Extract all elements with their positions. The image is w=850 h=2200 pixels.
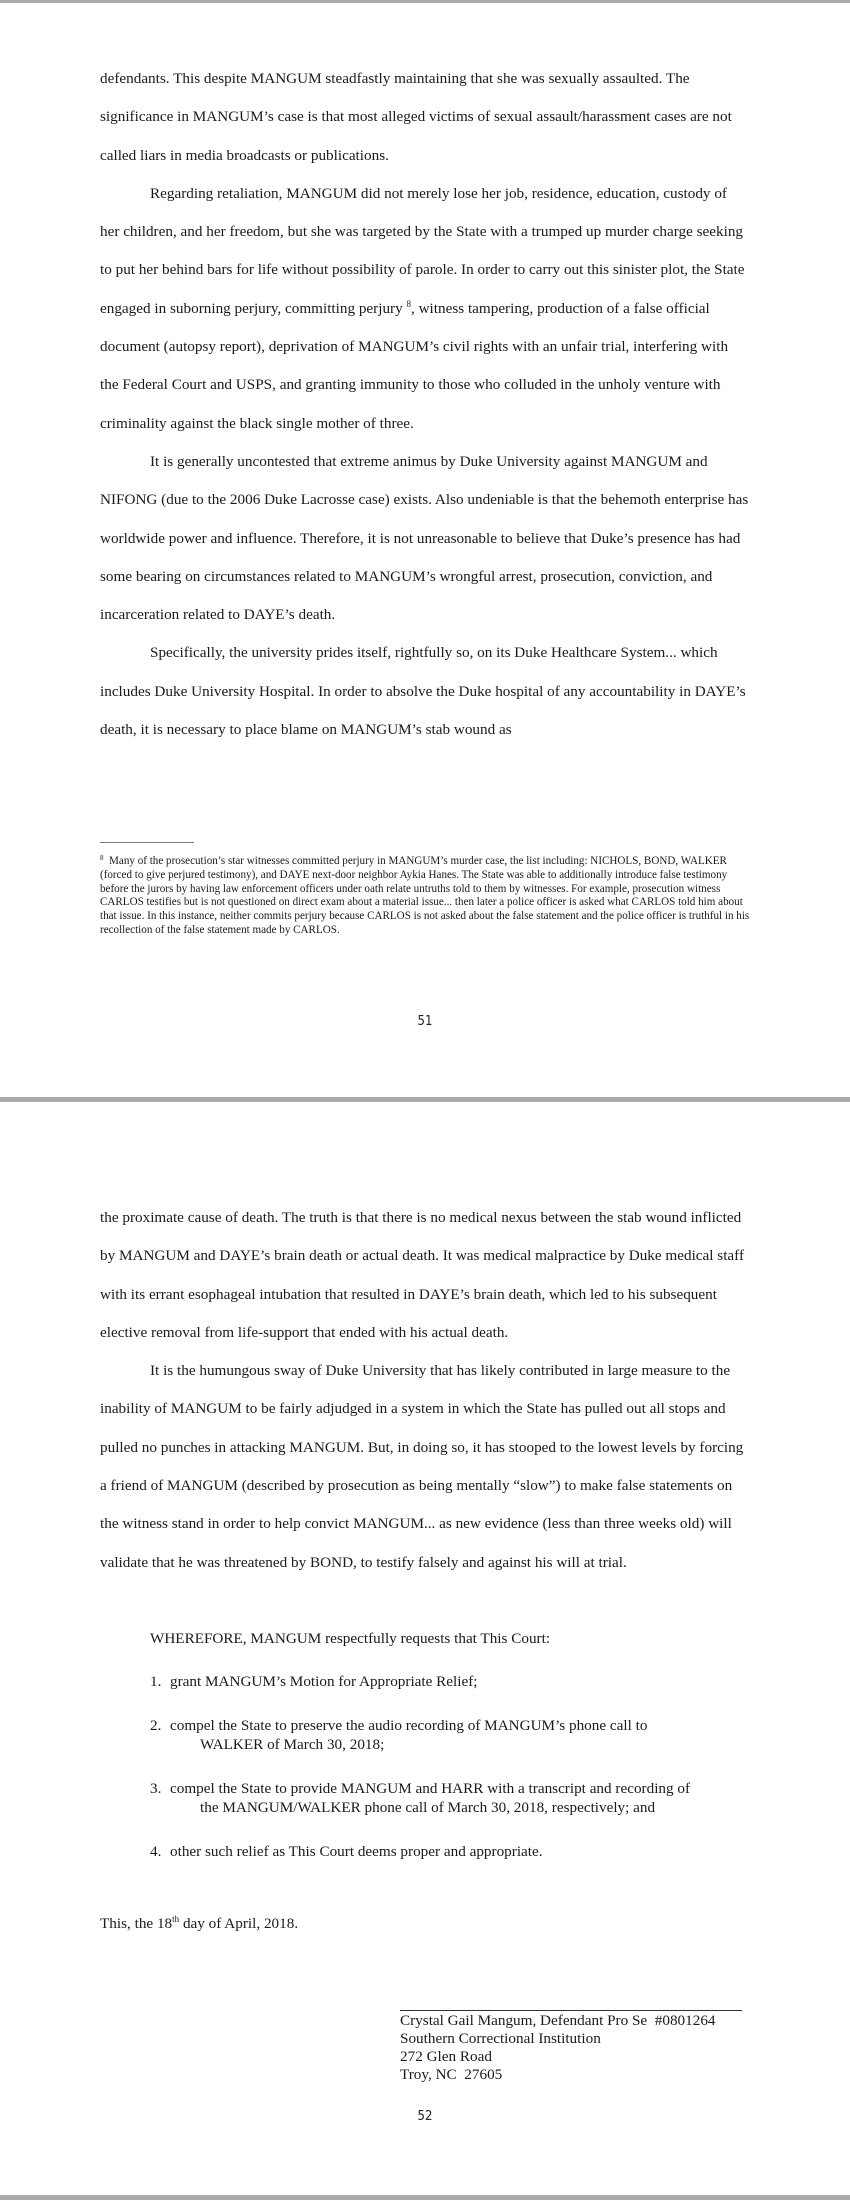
paragraph-retaliation [100,175,750,443]
footnote-number: 8 [100,854,104,862]
relief-item-text: compel the State to provide MANGUM and HARR with a transcript and recording of [170,1780,691,1797]
relief-item-text: compel the State to preserve the audio recording of MANGUM’s phone call to [170,1717,648,1734]
relief-item-number: 4. [150,1843,162,1860]
document-page-51 [0,3,850,1097]
relief-item-text: grant MANGUM’s Motion for Appropriate Relief; [170,1673,478,1690]
paragraph-duke-sway: It is the humungous sway of Duke University that has likely contributed in large measure to the inability of MANGUM to be fairly adjudged in a system in which the State has pulled out all stops and pulled no punches in attacking MANGUM. But, in doing so, it has stooped to the lowest levels by forcing a friend of MANGUM (described by prosecution as being mentally “slow”) to make false statements on the witness stand in order to help convict MANGUM... as new evidence (less than three weeks old) will validate that he was threatened by BOND, to testify falsely and against his will at trial. [100,1362,744,1571]
date-line [100,1915,298,1933]
relief-item [150,1716,760,1754]
date-ordinal: th [172,1914,180,1924]
relief-item [150,1672,760,1691]
relief-item [150,1779,760,1817]
page-52-body [100,1199,750,1582]
paragraph-proximate-cause: the proximate cause of death. The truth is that there is no medical nexus between the stab wound inflicted by MANGUM and DAYE’s brain death or actual death. It was medical malpractice by Duke medical staff with its errant esophageal intubation that resulted in DAYE’s brain death, which led to his subsequent elective removal from life-support that ended with his actual death. [100,1209,745,1341]
paragraph-duke-healthcare: Specifically, the university prides itself, rightfully so, on its Duke Healthcare System... which includes Duke University Hospital. In order to absolve the Duke hospital of any accountability in DAYE’s death, it is necessary to place blame on MANGUM’s stab wound as [100,644,746,739]
relief-item-text-continued: the MANGUM/WALKER phone call of March 30, 2018, respectively; and [200,1799,656,1816]
footnote-text: Many of the prosecution’s star witnesses committed perjury in MANGUM’s murder case, the list including: NICHOLS, BOND, WALKER (forced to give perjured testimony), and DAYE next-door neighbor Aykia Hanes. The State was able to additionally introduce false testimony before the jurors by having law enforcement officers under oath relate untruths told to them by witnesses. For example, prosecution witness CARLOS testifies but is not questioned on direct exam about a material issue... then later a police officer is asked what CARLOS told him about that issue. In this instance, neither commits perjury because CARLOS is not asked about the false statement and the police officer is truthful in his recollection of the false statement made by CARLOS. [100,855,750,936]
relief-item-number: 1. [150,1673,162,1690]
relief-item [150,1842,760,1861]
paragraph-text: , witness tampering, production of a false official document (autopsy report), deprivation of MANGUM’s civil rights with an unfair trial, interfering with the Federal Court and USPS, and granting immunity to those who colluded in the unholy venture with criminality against the black single mother of three. [100,299,729,432]
page-number: 51 [417,1014,433,1029]
footnote-reference[interactable]: 8 [406,298,411,309]
paragraph-duke-animus: It is generally uncontested that extreme animus by Duke University against MANGUM and NIFONG (due to the 2006 Duke Lacrosse case) exists. Also undeniable is that the behemoth enterprise has worldwide power and influence. Therefore, it is not unreasonable to believe that Duke’s presence has had some bearing on circumstances related to MANGUM’s wrongful arrest, prosecution, conviction, and incarceration related to DAYE’s death. [100,452,749,624]
signer-name: Crystal Gail Mangum, Defendant Pro Se #0801264 [400,2012,716,2029]
page-51-body [100,60,750,749]
signature-block [400,2012,716,2084]
document-page-52 [0,1102,850,2195]
paragraph: defendants. This despite MANGUM steadfastly maintaining that she was sexually assaulted. The significance in MANGUM’s case is that most alleged victims of sexual assault/harassment cases are not called liars in media broadcasts or publications. [100,70,732,164]
paragraph-text: Regarding retaliation, MANGUM did not merely lose her job, residence, education, custody of her children, and her freedom, but she was targeted by the State with a trumped up murder charge seeking to put her behind bars for life without possibility of parole. In order to carry out this sinister plot, the State engaged in suborning perjury, committing perjury [100,184,745,317]
signer-street: 272 Glen Road [400,2048,492,2065]
relief-item-text-continued: WALKER of March 30, 2018; [200,1736,385,1753]
relief-requests-list [150,1672,760,1886]
relief-item-number: 2. [150,1717,162,1734]
wherefore-clause: WHEREFORE, MANGUM respectfully requests that This Court: [150,1630,551,1647]
date-prefix: This, the 18 [100,1915,173,1932]
bottom-page-border [0,2195,850,2200]
signature-line [400,2010,742,2011]
date-suffix: day of April, 2018. [179,1915,299,1932]
footnote-separator [100,842,194,843]
relief-item-text: other such relief as This Court deems proper and appropriate. [170,1843,543,1860]
relief-item-number: 3. [150,1780,162,1797]
signer-city-state-zip: Troy, NC 27605 [400,2066,503,2083]
signer-institution: Southern Correctional Institution [400,2030,601,2047]
footnote-8 [100,855,755,938]
page-number: 52 [417,2109,433,2124]
